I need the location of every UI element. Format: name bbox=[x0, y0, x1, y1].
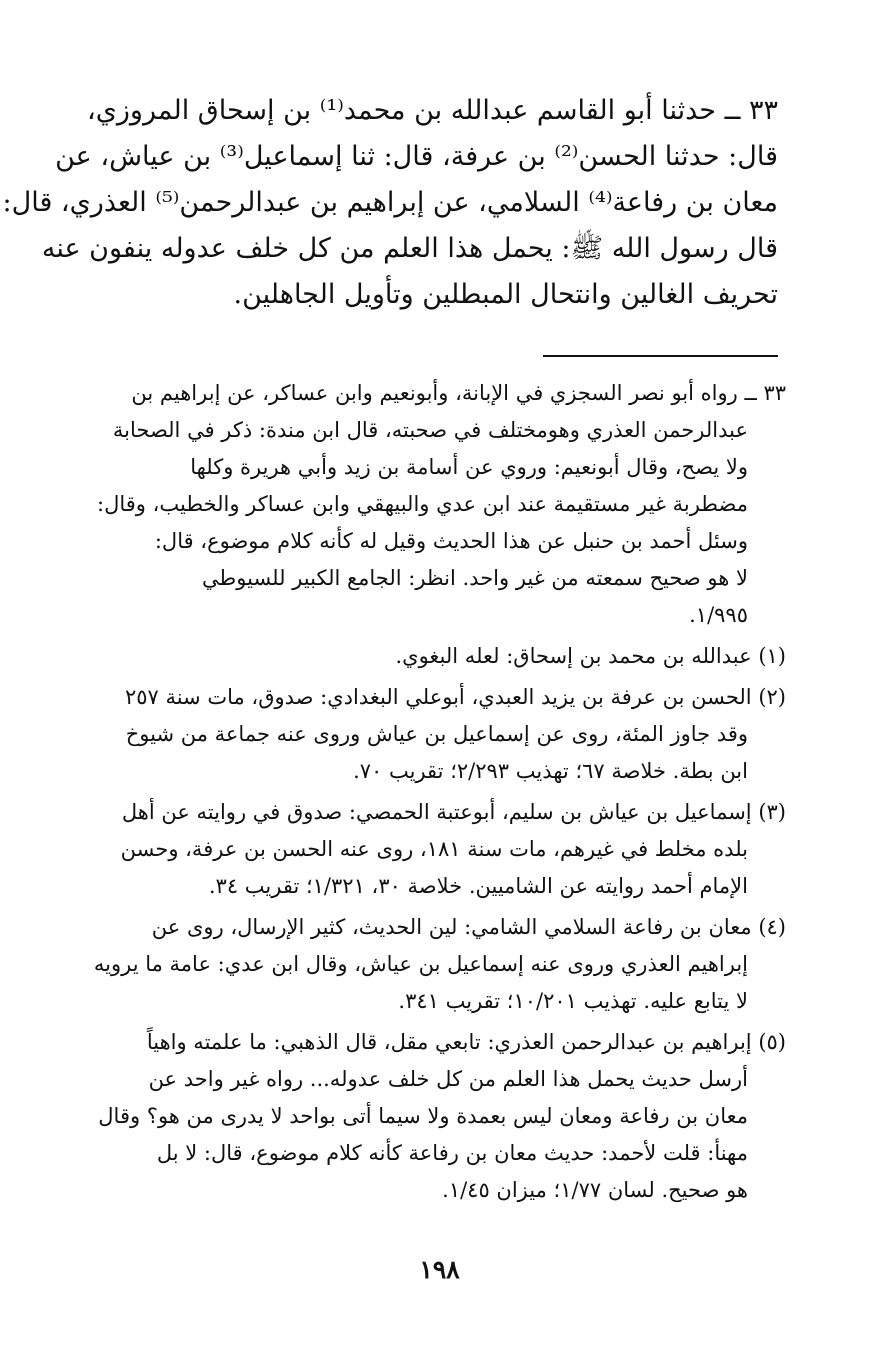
footnote-line: (٣) إسماعيل بن عياش بن سليم، أبوعتبة الحمصي: صدوق في روايته عن أهل bbox=[121, 800, 786, 824]
footnote-line: ولا يصح، وقال أبونعيم: وروي عن أسامة بن زيد وأبي هريرة وكلها bbox=[190, 455, 748, 479]
footnote-line: ١/٩٩٥. bbox=[689, 603, 748, 627]
footnote-line: بلده مخلط في غيرهم، مات سنة ١٨١، روى عنه الحسن بن عرفة، وحسن bbox=[120, 837, 748, 861]
footnote-line: مضطربة غير مستقيمة عند ابن عدي والبيهقي وابن عساكر والخطيب، وقال: bbox=[97, 492, 748, 516]
footnote-line: ابن بطة. خلاصة ٦٧؛ تهذيب ٢/٢٩٣؛ تقريب ٧٠. bbox=[353, 759, 748, 783]
footnote-4 bbox=[80, 909, 786, 1020]
footnote-line: ٣٣ ــ رواه أبو نصر السجزي في الإبانة، وأبونعيم وابن عساكر، عن إبراهيم بن bbox=[131, 381, 786, 405]
hadith-line: قال رسول الله ﷺ: يحمل هذا العلم من كل خلف عدوله ينفون عنه bbox=[41, 233, 778, 264]
hadith-line: تحريف الغالين وانتحال المبطلين وتأويل الجاهلين. bbox=[233, 279, 778, 310]
footnote-line: هو صحيح. لسان ١/٧٧؛ ميزان ١/٤٥. bbox=[442, 1178, 748, 1202]
footnote-5 bbox=[80, 1024, 786, 1209]
footnote-line: عبدالرحمن العذري وهومختلف في صحبته، قال ابن مندة: ذكر في الصحابة bbox=[112, 418, 748, 442]
hadith-line: ٣٣ ــ حدثنا أبو القاسم عبدالله بن محمد⁽¹⁾ بن إسحاق المروزي، bbox=[87, 95, 778, 126]
hadith-text bbox=[2, 88, 778, 318]
footnote-line: أرسل حديث يحمل هذا العلم من كل خلف عدوله... رواه غير واحد عن bbox=[148, 1067, 748, 1091]
page-number: ١٩٨ bbox=[419, 1255, 460, 1284]
footnote-line: معان بن رفاعة ومعان ليس بعمدة ولا سيما أتى بواحد لا يدرى من هو؟ وقال bbox=[98, 1104, 748, 1128]
footnote-line: إبراهيم العذري وروى عنه إسماعيل بن عياش، وقال ابن عدي: عامة ما يرويه bbox=[93, 952, 748, 976]
hadith-line: قال: حدثنا الحسن⁽²⁾ بن عرفة، قال: ثنا إسماعيل⁽³⁾ بن عياش، عن bbox=[55, 141, 778, 172]
footnote-33 bbox=[80, 375, 786, 634]
footnote-line: (٤) معان بن رفاعة السلامي الشامي: لين الحديث، كثير الإرسال، روى عن bbox=[151, 915, 786, 939]
footnote-line: وقد جاوز المئة، روى عن إسماعيل بن عياش وروى عنه جماعة من شيوخ bbox=[125, 722, 748, 746]
footnote-3 bbox=[80, 794, 786, 905]
footnote-line: الإمام أحمد روايته عن الشاميين. خلاصة ٣٠، ١/٣٢١؛ تقريب ٣٤. bbox=[208, 874, 748, 898]
hadith-line: معان بن رفاعة⁽⁴⁾ السلامي، عن إبراهيم بن عبدالرحمن⁽⁵⁾ العذري، قال: bbox=[2, 187, 778, 218]
footnote-line: (٥) إبراهيم بن عبدالرحمن العذري: تابعي مقل، قال الذهبي: ما علمته واهياً bbox=[146, 1030, 786, 1054]
footnote-line: وسئل أحمد بن حنبل عن هذا الحديث وقيل له كأنه كلام موضوع، قال: bbox=[154, 529, 748, 553]
footnote-line: لا يتابع عليه. تهذيب ١٠/٢٠١؛ تقريب ٣٤١. bbox=[398, 989, 748, 1013]
footnote-line: مهنأ: قلت لأحمد: حديث معان بن رفاعة كأنه كلام موضوع، قال: لا بل bbox=[156, 1141, 748, 1165]
footnote-line: (١) عبدالله بن محمد بن إسحاق: لعله البغوي. bbox=[395, 644, 786, 668]
footnotes bbox=[80, 375, 786, 1213]
footnote-line: (٢) الحسن بن عرفة بن يزيد العبدي، أبوعلي البغدادي: صدوق، مات سنة ٢٥٧ bbox=[124, 685, 786, 709]
footnote-2 bbox=[80, 679, 786, 790]
footnote-1 bbox=[80, 638, 786, 675]
footnote-line: لا هو صحيح سمعته من غير واحد. انظر: الجامع الكبير للسيوطي bbox=[202, 566, 748, 590]
footnote-separator bbox=[543, 355, 778, 357]
